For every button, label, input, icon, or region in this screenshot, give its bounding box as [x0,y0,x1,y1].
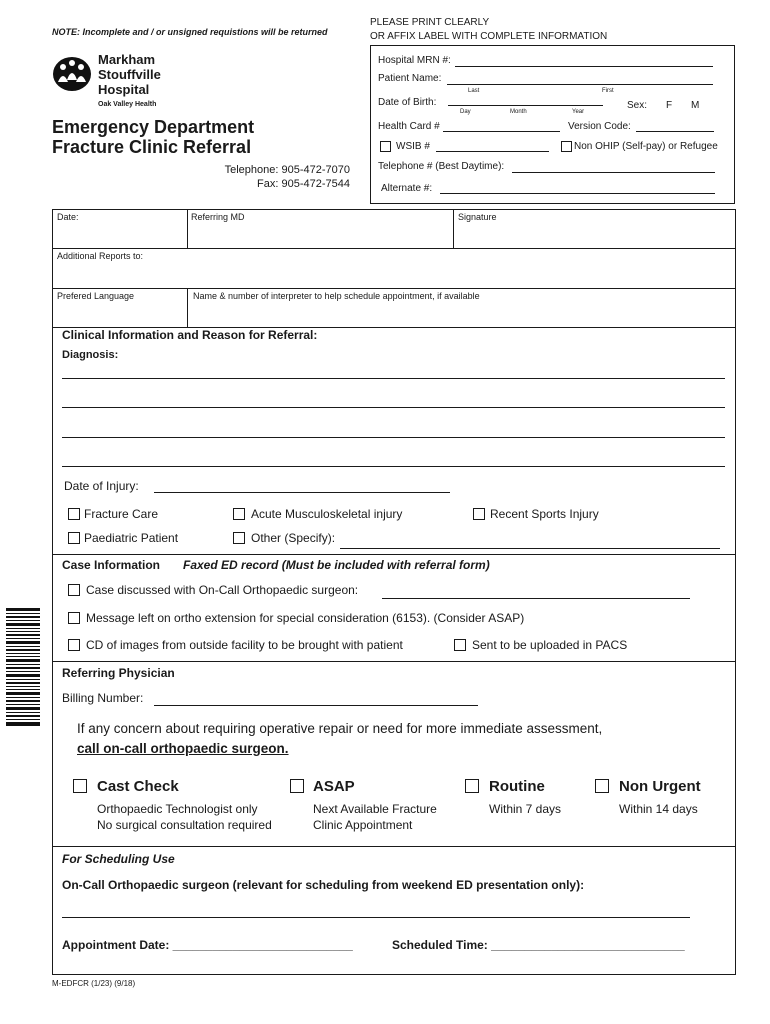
logo-line1: Markham [98,52,156,67]
diagnosis-label: Diagnosis: [62,349,119,361]
logo-text [98,52,161,97]
asap-checkbox[interactable] [290,779,304,793]
pacs-checkbox[interactable] [454,639,466,651]
alternate-label: Alternate #: [381,183,433,194]
date-label: Date: [57,212,79,222]
non-ohip-label: Non OHIP (Self-pay) or Refugee [574,141,718,152]
cast-check-label: Cast Check [97,778,179,795]
patient-name-label: Patient Name: [378,73,442,84]
sex-m[interactable]: M [691,100,700,111]
form-code: M-EDFCR (1/23) (9/18) [52,979,136,988]
health-card-label: Health Card # [378,121,440,132]
wsib-label: WSIB # [396,141,430,152]
message-left-label: Message left on ortho extension for special consideration (6153). (Consider ASAP) [86,611,525,625]
fracture-care-label: Fracture Care [84,507,159,521]
non-urgent-checkbox[interactable] [595,779,609,793]
mrn-field[interactable] [455,66,713,67]
asap-sub1: Next Available Fracture [313,802,437,816]
other-checkbox[interactable] [233,532,245,544]
title-line1: Emergency Department [52,117,255,137]
cast-check-sub2: No surgical consultation required [97,818,272,832]
month-label: Month [510,109,527,115]
mrn-label: Hospital MRN #: [378,55,451,66]
note-text: NOTE: Incomplete and / or unsigned requistions will be returned [52,27,328,37]
billing-label: Billing Number: [62,691,144,705]
paediatric-label: Paediatric Patient [84,531,179,545]
dob-label: Date of Birth: [378,97,437,108]
recent-sports-checkbox[interactable] [473,508,485,520]
barcode [6,608,40,726]
hospital-logo-icon [52,52,92,92]
divider [453,209,454,249]
case-discussed-label: Case discussed with On-Call Orthopaedic surgeon: [86,583,359,597]
date-of-injury-field[interactable] [154,492,450,493]
divider [52,288,736,289]
date-of-injury-label: Date of Injury: [64,479,139,493]
telephone-text: Telephone: 905-472-7070 [224,164,350,176]
case-discussed-checkbox[interactable] [68,584,80,596]
paediatric-checkbox[interactable] [68,532,80,544]
acute-msk-checkbox[interactable] [233,508,245,520]
year-label: Year [572,109,585,115]
interpreter-label: Name & number of interpreter to help schedule appointment, if available [193,291,480,301]
non-ohip-checkbox[interactable] [561,141,572,152]
wsib-field[interactable] [436,151,549,152]
logo-line2: Stouffville [98,67,161,82]
last-label: Last [468,88,480,94]
oncall-field[interactable] [62,917,690,918]
cast-check-sub1: Orthopaedic Technologist only [97,802,258,816]
pacs-label: Sent to be uploaded in PACS [472,638,628,652]
divider [187,288,188,328]
diagnosis-line-3[interactable] [62,437,725,438]
affix-label-text: OR AFFIX LABEL WITH COMPLETE INFORMATION [370,31,608,42]
cd-images-checkbox[interactable] [68,639,80,651]
message-left-checkbox[interactable] [68,612,80,624]
wsib-checkbox[interactable] [380,141,391,152]
preferred-language-label: Prefered Language [57,291,135,301]
signature-label: Signature [458,212,497,222]
case-discussed-field[interactable] [382,598,690,599]
other-label: Other (Specify): [251,531,336,545]
fracture-care-checkbox[interactable] [68,508,80,520]
diagnosis-line-2[interactable] [62,407,725,408]
routine-sub: Within 7 days [489,802,562,816]
diagnosis-line-4[interactable] [62,466,725,467]
divider [187,209,188,249]
logo-line3: Hospital [98,82,150,97]
version-code-label: Version Code: [568,121,631,132]
scheduled-time-field[interactable]: Scheduled Time: _____________________________ [392,938,685,952]
fax-text: Fax: 905-472-7544 [257,178,350,190]
scheduling-heading: For Scheduling Use [62,852,175,866]
referring-md-label: Referring MD [191,212,245,222]
divider [52,661,736,662]
call-surgeon-text: call on-call orthopaedic surgeon. [77,741,289,756]
divider [52,846,736,847]
oncall-label: On-Call Orthopaedic surgeon (relevant for scheduling from weekend ED presentation only): [62,878,585,892]
routine-checkbox[interactable] [465,779,479,793]
dob-field[interactable] [448,105,603,106]
routine-label: Routine [489,778,545,795]
non-urgent-label: Non Urgent [619,778,701,795]
version-code-field[interactable] [636,131,714,132]
logo-sub: Oak Valley Health [98,101,157,108]
sex-f[interactable]: F [666,100,673,111]
appointment-date-field[interactable]: Appointment Date: ___________________________ [62,938,353,952]
telephone-field[interactable] [512,172,715,173]
telephone-label: Telephone # (Best Daytime): [378,161,505,172]
page-title [52,117,254,157]
other-field[interactable] [340,548,720,549]
day-label: Day [460,109,471,115]
asap-label: ASAP [313,778,355,795]
title-line2: Fracture Clinic Referral [52,137,252,157]
first-label: First [602,88,614,94]
divider [52,554,736,555]
case-heading: Case Information [62,558,161,572]
health-card-field[interactable] [443,131,560,132]
print-clearly-text: PLEASE PRINT CLEARLY [370,17,490,28]
clinical-heading: Clinical Information and Reason for Referral: [62,328,318,342]
billing-field[interactable] [154,705,478,706]
cast-check-checkbox[interactable] [73,779,87,793]
divider [52,248,736,249]
additional-reports-label: Additional Reports to: [57,251,144,261]
concern-text: If any concern about requiring operative repair or need for more immediate assessment, [77,721,603,736]
alternate-field[interactable] [440,193,715,194]
recent-sports-label: Recent Sports Injury [490,507,599,521]
asap-sub2: Clinic Appointment [313,818,413,832]
physician-heading: Referring Physician [62,666,175,680]
sex-label: Sex: [627,100,648,111]
patient-name-field[interactable] [447,84,713,85]
cd-images-label: CD of images from outside facility to be brought with patient [86,638,403,652]
faxed-note: Faxed ED record (Must be included with referral form) [183,558,490,572]
diagnosis-line-1[interactable] [62,378,725,379]
acute-msk-label: Acute Musculoskeletal injury [251,507,403,521]
non-urgent-sub: Within 14 days [619,802,698,816]
